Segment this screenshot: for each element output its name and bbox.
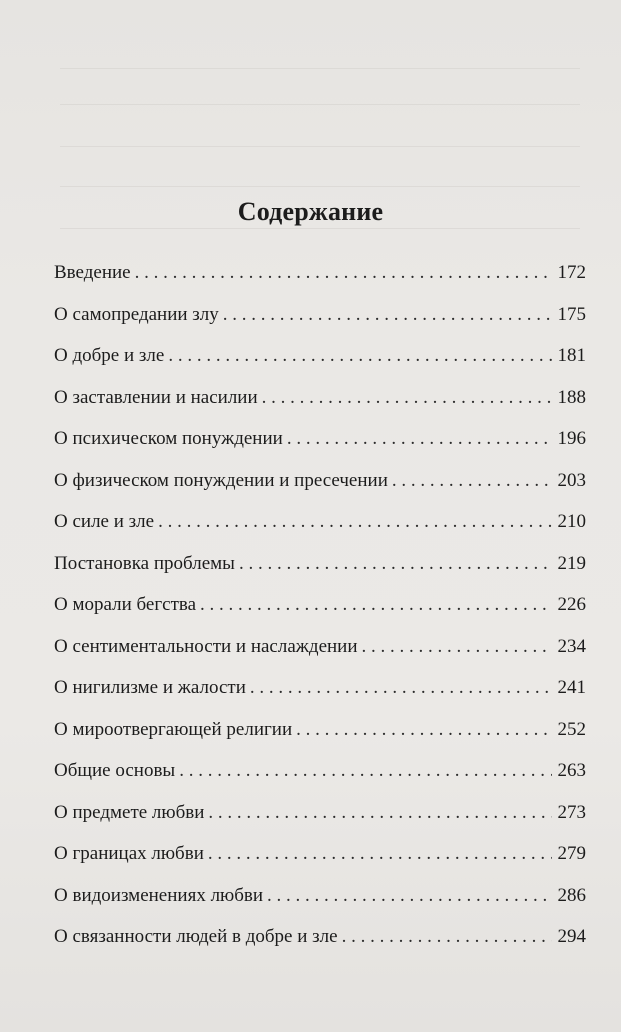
table-of-contents: [54, 262, 586, 968]
toc-entry-title: О самопредании злу: [54, 303, 219, 325]
toc-leader-dots: [267, 885, 551, 907]
toc-entry-page: 210: [557, 511, 586, 532]
toc-leader-dots: [223, 304, 552, 326]
toc-leader-dots: [296, 719, 551, 741]
toc-entry: [54, 553, 586, 595]
toc-entry: [54, 262, 586, 304]
toc-entry: [54, 387, 586, 429]
toc-entry-title: О добре и зле: [54, 345, 165, 366]
toc-leader-dots: [392, 470, 552, 492]
toc-entry-page: 188: [557, 386, 586, 408]
toc-entry: [54, 594, 586, 636]
toc-entry: [54, 511, 586, 553]
toc-entry-title: Введение: [54, 262, 131, 283]
toc-entry-title: О границах любви: [54, 843, 204, 864]
show-through-line: [60, 146, 580, 147]
toc-entry-title: О сентиментальности и наслаждении: [54, 635, 358, 657]
page-title: Содержание: [237, 197, 384, 226]
toc-entry-title: О предмете любви: [54, 801, 205, 823]
toc-leader-dots: [287, 428, 552, 450]
toc-entry: [54, 636, 586, 678]
toc-entry-page: 286: [557, 884, 586, 906]
toc-leader-dots: [168, 345, 551, 367]
toc-entry-page: 273: [557, 801, 586, 823]
toc-leader-dots: [179, 760, 551, 782]
toc-leader-dots: [262, 387, 552, 409]
toc-entry-title: О психическом понуждении: [54, 428, 283, 449]
toc-entry-page: 175: [557, 303, 586, 325]
toc-leader-dots: [239, 553, 552, 575]
toc-entry-title: О связанности людей в добре и зле: [54, 926, 338, 947]
toc-entry-title: О нигилизме и жалости: [54, 677, 246, 698]
toc-entry: [54, 719, 586, 761]
toc-entry: [54, 470, 586, 512]
toc-entry-title: О мироотвергающей религии: [54, 718, 293, 740]
toc-entry: [54, 843, 586, 885]
show-through-line: [60, 104, 580, 105]
show-through-line: [60, 186, 580, 187]
toc-leader-dots: [158, 511, 551, 533]
show-through-line: [60, 68, 580, 69]
toc-entry-title: Постановка проблемы: [54, 552, 235, 574]
toc-entry: [54, 802, 586, 844]
toc-entry-title: О видоизменениях любви: [54, 884, 264, 906]
toc-entry-page: 263: [557, 760, 586, 781]
toc-entry: [54, 304, 586, 346]
toc-entry-page: 219: [557, 552, 586, 574]
toc-entry-title: О силе и зле: [54, 511, 155, 532]
toc-entry-title: О физическом понуждении и пресечении: [54, 469, 388, 491]
toc-entry-title: О морали бегства: [54, 594, 197, 615]
toc-entry-page: 181: [557, 345, 586, 366]
toc-entry-page: 196: [557, 428, 586, 449]
toc-entry-page: 241: [557, 677, 586, 698]
toc-leader-dots: [208, 802, 551, 824]
toc-entry-page: 226: [557, 594, 586, 615]
toc-entry-page: 279: [557, 843, 586, 864]
toc-leader-dots: [135, 262, 552, 284]
toc-entry-page: 252: [557, 718, 586, 740]
toc-entry: [54, 677, 586, 719]
show-through-line: [60, 228, 580, 229]
toc-entry: [54, 760, 586, 802]
toc-entry-page: 203: [557, 469, 586, 491]
toc-leader-dots: [342, 926, 552, 948]
toc-entry-title: Общие основы: [54, 760, 176, 781]
toc-entry-page: 234: [557, 635, 586, 657]
toc-entry-page: 172: [557, 262, 586, 283]
toc-leader-dots: [200, 594, 551, 616]
toc-entry-page: 294: [557, 926, 586, 947]
toc-entry: [54, 885, 586, 927]
toc-entry-title: О заставлении и насилии: [54, 386, 258, 408]
toc-leader-dots: [250, 677, 552, 699]
toc-entry: [54, 345, 586, 387]
toc-entry: [54, 926, 586, 968]
toc-leader-dots: [362, 636, 552, 658]
toc-entry: [54, 428, 586, 470]
toc-leader-dots: [208, 843, 552, 865]
